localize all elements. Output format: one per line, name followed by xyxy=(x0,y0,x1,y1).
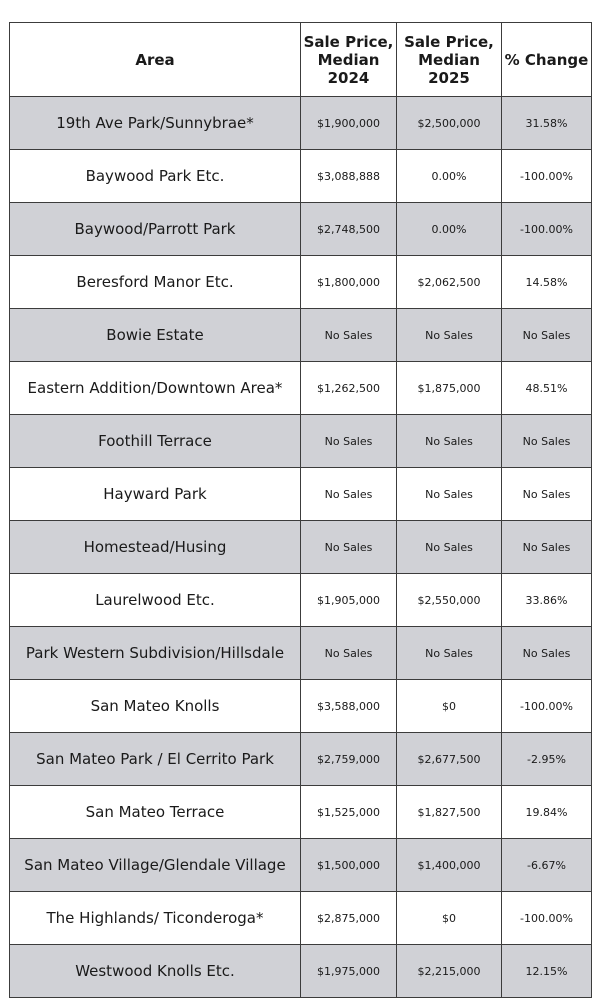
table-row xyxy=(10,574,592,627)
area-cell: Laurelwood Etc. xyxy=(10,574,301,627)
price-2025-cell: No Sales xyxy=(397,627,502,680)
price-2025-cell: $1,875,000 xyxy=(397,362,502,415)
table-row xyxy=(10,839,592,892)
percent-change-cell: 19.84% xyxy=(502,786,592,839)
area-cell: Baywood Park Etc. xyxy=(10,150,301,203)
percent-change-cell: -100.00% xyxy=(502,203,592,256)
price-2025-cell: $2,677,500 xyxy=(397,733,502,786)
table-body xyxy=(10,97,592,998)
area-cell: Bowie Estate xyxy=(10,309,301,362)
header-percent-change xyxy=(502,23,592,97)
price-2024-cell: No Sales xyxy=(301,627,397,680)
percent-change-cell: -2.95% xyxy=(502,733,592,786)
price-2025-cell: No Sales xyxy=(397,309,502,362)
percent-change-cell: -100.00% xyxy=(502,150,592,203)
table-row xyxy=(10,521,592,574)
header-price-2025-line-2: Median xyxy=(418,50,480,69)
area-cell: Foothill Terrace xyxy=(10,415,301,468)
area-cell: San Mateo Park / El Cerrito Park xyxy=(10,733,301,786)
price-2025-cell: No Sales xyxy=(397,468,502,521)
percent-change-cell: No Sales xyxy=(502,309,592,362)
table-row xyxy=(10,362,592,415)
price-2024-cell: $1,900,000 xyxy=(301,97,397,150)
price-2024-cell: $3,588,000 xyxy=(301,680,397,733)
area-cell: The Highlands/ Ticonderoga* xyxy=(10,892,301,945)
area-cell: Baywood/Parrott Park xyxy=(10,203,301,256)
price-2024-cell: No Sales xyxy=(301,415,397,468)
percent-change-cell: 14.58% xyxy=(502,256,592,309)
table-row xyxy=(10,468,592,521)
price-2025-cell: $2,550,000 xyxy=(397,574,502,627)
table-header-row xyxy=(10,23,592,97)
header-price-2024-line-2: Median xyxy=(317,50,380,69)
price-2024-cell: $1,525,000 xyxy=(301,786,397,839)
table-row xyxy=(10,892,592,945)
median-sale-price-table xyxy=(9,22,592,998)
price-2024-cell: $2,759,000 xyxy=(301,733,397,786)
price-2025-cell: 0.00% xyxy=(397,150,502,203)
header-price-2024-line-3: 2024 xyxy=(327,68,370,87)
percent-change-cell: No Sales xyxy=(502,521,592,574)
header-percent-change-label: % Change xyxy=(504,50,589,69)
price-2025-cell: No Sales xyxy=(397,521,502,574)
percent-change-cell: -100.00% xyxy=(502,892,592,945)
price-2024-cell: $1,262,500 xyxy=(301,362,397,415)
price-2025-cell: No Sales xyxy=(397,415,502,468)
price-2024-cell: $1,905,000 xyxy=(301,574,397,627)
table-row xyxy=(10,256,592,309)
header-price-2025-line-3: 2025 xyxy=(428,68,470,87)
price-2024-cell: $1,800,000 xyxy=(301,256,397,309)
price-2025-cell: $0 xyxy=(397,680,502,733)
price-2025-cell: $2,062,500 xyxy=(397,256,502,309)
header-area-label: Area xyxy=(135,50,175,69)
price-2024-cell: No Sales xyxy=(301,468,397,521)
price-2024-cell: No Sales xyxy=(301,521,397,574)
area-cell: Beresford Manor Etc. xyxy=(10,256,301,309)
area-cell: Park Western Subdivision/Hillsdale xyxy=(10,627,301,680)
area-cell: San Mateo Terrace xyxy=(10,786,301,839)
price-2024-cell: $1,975,000 xyxy=(301,945,397,998)
price-2024-cell: No Sales xyxy=(301,309,397,362)
percent-change-cell: 33.86% xyxy=(502,574,592,627)
price-2025-cell: $0 xyxy=(397,892,502,945)
table-row xyxy=(10,945,592,998)
percent-change-cell: No Sales xyxy=(502,415,592,468)
header-price-2025-line-1: Sale Price, xyxy=(404,32,494,51)
table-row xyxy=(10,150,592,203)
percent-change-cell: 48.51% xyxy=(502,362,592,415)
price-2025-cell: $1,400,000 xyxy=(397,839,502,892)
table-row xyxy=(10,203,592,256)
area-cell: San Mateo Knolls xyxy=(10,680,301,733)
percent-change-cell: 31.58% xyxy=(502,97,592,150)
area-cell: Eastern Addition/Downtown Area* xyxy=(10,362,301,415)
header-area xyxy=(10,23,301,97)
price-2024-cell: $2,748,500 xyxy=(301,203,397,256)
area-cell: Hayward Park xyxy=(10,468,301,521)
price-2025-cell: $2,215,000 xyxy=(397,945,502,998)
header-price-2025 xyxy=(397,23,502,97)
area-cell: Homestead/Husing xyxy=(10,521,301,574)
table-row xyxy=(10,97,592,150)
area-cell: San Mateo Village/Glendale Village xyxy=(10,839,301,892)
price-2024-cell: $3,088,888 xyxy=(301,150,397,203)
price-2025-cell: $1,827,500 xyxy=(397,786,502,839)
header-price-2024 xyxy=(301,23,397,97)
price-2024-cell: $2,875,000 xyxy=(301,892,397,945)
percent-change-cell: No Sales xyxy=(502,468,592,521)
table-row xyxy=(10,733,592,786)
table-row xyxy=(10,309,592,362)
percent-change-cell: -6.67% xyxy=(502,839,592,892)
header-price-2024-line-1: Sale Price, xyxy=(303,32,394,51)
percent-change-cell: -100.00% xyxy=(502,680,592,733)
percent-change-cell: No Sales xyxy=(502,627,592,680)
percent-change-cell: 12.15% xyxy=(502,945,592,998)
area-cell: 19th Ave Park/Sunnybrae* xyxy=(10,97,301,150)
price-2024-cell: $1,500,000 xyxy=(301,839,397,892)
table-row xyxy=(10,680,592,733)
price-2025-cell: $2,500,000 xyxy=(397,97,502,150)
table-row xyxy=(10,627,592,680)
area-cell: Westwood Knolls Etc. xyxy=(10,945,301,998)
price-2025-cell: 0.00% xyxy=(397,203,502,256)
table-row xyxy=(10,415,592,468)
table-row xyxy=(10,786,592,839)
